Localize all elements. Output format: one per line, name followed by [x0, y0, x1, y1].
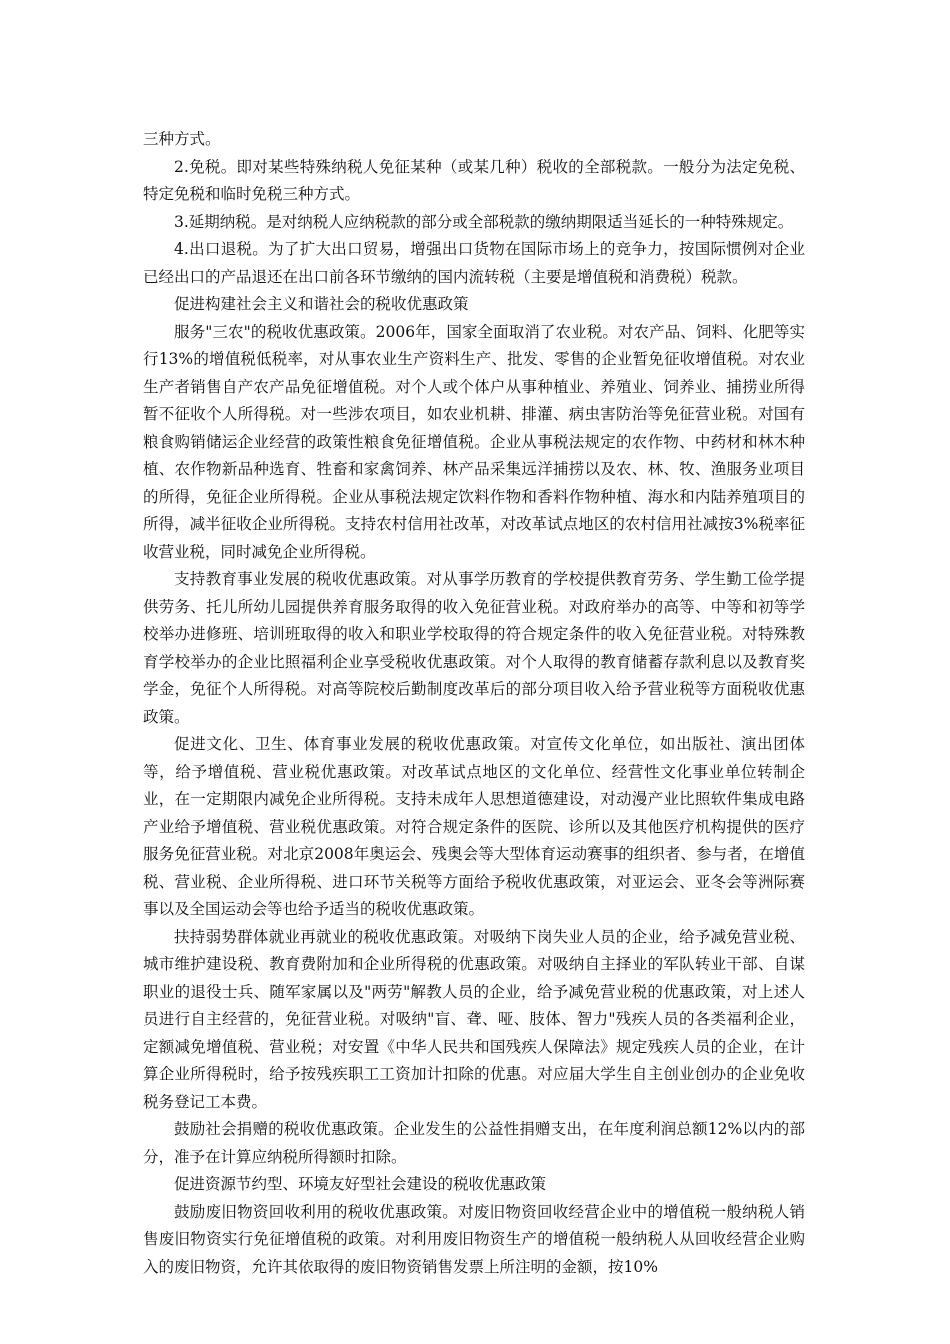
paragraph-2: 2.免税。即对某些特殊纳税人免征某种（或某几种）税收的全部税款。一般分为法定免税、特定免税和临时免税三种方式。 — [143, 157, 805, 203]
document-page — [143, 126, 805, 1281]
paragraph-4: 4.出口退税。为了扩大出口贸易，增强出口货物在国际市场上的竞争力，按国际惯例对企业已经出口的产品退还在出口前各环节缴纳的国内流转税（主要是增值税和消费税）税款。 — [143, 240, 805, 286]
paragraph-employment: 扶持弱势群体就业再就业的税收优惠政策。对吸纳下岗失业人员的企业，给予减免营业税、城市维护建设税、教育费附加和企业所得税的优惠政策。对吸纳自主择业的军队转业干部、自谋职业的退役士兵、随军家属以及"两劳"解教人员的企业，给予减免营业税的优惠政策，对上述人员进行自主经营的，免征营业税。对吸纳"盲、聋、哑、肢体、智力"残疾人员的各类福利企业，定额减免增值税、营业税；对安置《中华人民共和国残疾人保障法》规定残疾人员的企业，在计算企业所得税时，给予按残疾职工工资加计扣除的优惠。对应届大学生自主创业创办的企业免收税务登记工本费。 — [143, 927, 805, 1111]
paragraph-culture-health-sports: 促进文化、卫生、体育事业发展的税收优惠政策。对宣传文化单位，如出版社、演出团体等，给予增值税、营业税优惠政策。对改革试点地区的文化单位、经营性文化事业单位转制企业，在一定期限内减免企业所得税。支持未成年人思想道德建设，对动漫产业比照软件集成电路产业给予增值税、营业税优惠政策。对符合规定条件的医院、诊所以及其他医疗机构提供的医疗服务免征营业税。对北京2008年奥运会、残奥会等大型体育运动赛事的组织者、参与者，在增值税、营业税、企业所得税、进口环节关税等方面给予税收优惠政策，对亚运会、亚冬会等洲际赛事以及全国运动会等也给予适当的税收优惠政策。 — [143, 735, 805, 918]
paragraph-education: 支持教育事业发展的税收优惠政策。对从事学历教育的学校提供教育劳务、学生勤工俭学提供劳务、托儿所幼儿园提供养育服务取得的收入免征营业税。对政府举办的高等、中等和初等学校举办进修班、培训班取得的收入和职业学校取得的符合规定条件的收入免征营业税。对特殊教育学校举办的企业比照福利企业享受税收优惠政策。对个人取得的教育储蓄存款利息以及教育奖学金，免征个人所得税。对高等院校后勤制度改革后的部分项目收入给予营业税等方面税收优惠政策。 — [143, 570, 805, 726]
paragraph-donation: 鼓励社会捐赠的税收优惠政策。企业发生的公益性捐赠支出，在年度利润总额12%以内的部分，准予在计算应纳税所得额时扣除。 — [143, 1120, 805, 1166]
section-heading-harmonious-society: 促进构建社会主义和谐社会的税收优惠政策 — [174, 295, 469, 313]
paragraph-recycling: 鼓励废旧物资回收利用的税收优惠政策。对废旧物资回收经营企业中的增值税一般纳税人销售废旧物资实行免征增值税的政策。对利用废旧物资生产的增值税一般纳税人从回收经营企业购入的废旧物资，允许其依取得的废旧物资销售发票上所注明的金额，按10% — [143, 1202, 805, 1276]
paragraph-1: 三种方式。 — [143, 130, 221, 148]
paragraph-sannong: 服务"三农"的税收优惠政策。2006年，国家全面取消了农业税。对农产品、饲料、化肥等实行13%的增值税低税率，对从事农业生产资料生产、批发、零售的企业暂免征收增值税。对农业生产者销售自产农产品免征增值税。对个人或个体户从事种植业、养殖业、饲养业、捕捞业所得暂不征收个人所得税。对一些涉农项目，如农业机耕、排灌、病虫害防治等免征营业税。对国有粮食购销储运企业经营的政策性粮食免征增值税。企业从事税法规定的农作物、中药材和林木种植、农作物新品种选育、牲畜和家禽饲养、林产品采集远洋捕捞以及农、林、牧、渔服务业项目的所得，免征企业所得税。企业从事税法规定饮料作物和香料作物种植、海水和内陆养殖项目的所得，减半征收企业所得税。支持农村信用社改革，对改革试点地区的农村信用社减按3%税率征收营业税，同时减免企业所得税。 — [143, 322, 805, 561]
paragraph-3: 3.延期纳税。是对纳税人应纳税款的部分或全部税款的缴纳期限适当延长的一种特殊规定。 — [174, 212, 794, 231]
section-heading-resource-saving: 促进资源节约型、环境友好型社会建设的税收优惠政策 — [174, 1175, 547, 1193]
